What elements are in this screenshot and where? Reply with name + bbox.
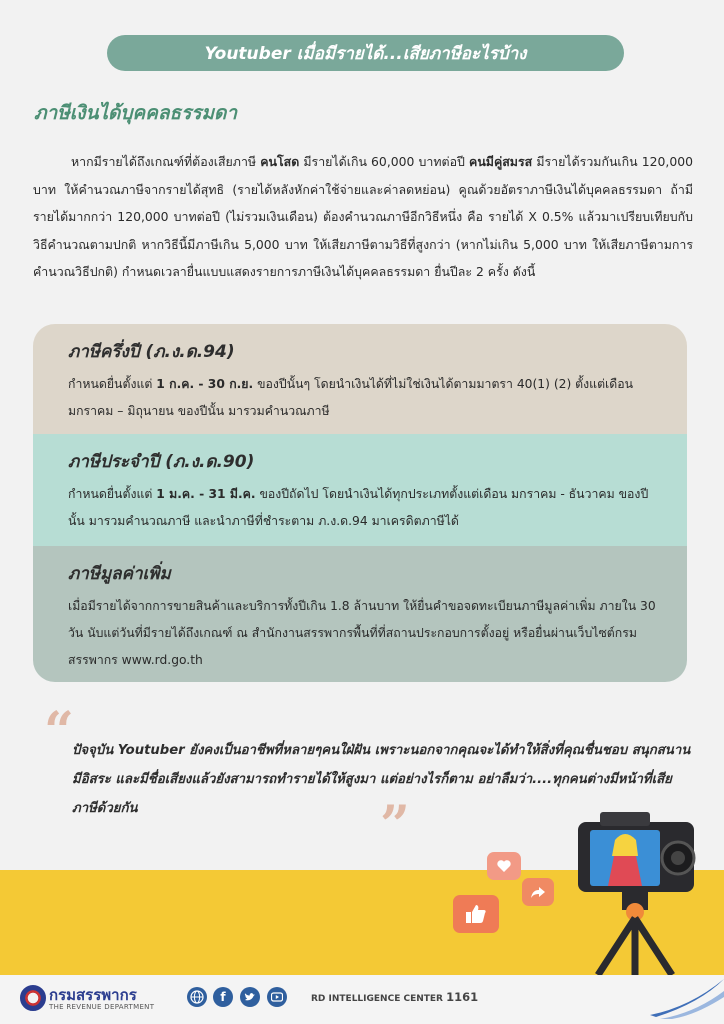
card-body: กำหนดยื่นตั้งแต่ 1 ม.ค. - 31 มี.ค. ของปีถัดไป โดยนำเงินได้ทุกประเภทตั้งแต่เดือน มกราคม - ธันวาคม ของปีนั้น มารวมคำนวณภาษี และนำภาษีที่ชำระตาม ภ.ง.ด.94 มาเครดิตภาษีได้ xyxy=(68,487,649,528)
youtube-icon[interactable] xyxy=(267,987,287,1007)
card-annual-tax xyxy=(33,434,687,546)
intro-text-1: หากมีรายได้ถึงเกณฑ์ที่ต้องเสียภาษี xyxy=(71,154,261,169)
tax-cards xyxy=(33,324,687,682)
swoosh-decoration-icon xyxy=(650,977,724,1019)
card-title: ภาษีมูลค่าเพิ่ม xyxy=(68,564,171,584)
page-title-banner xyxy=(107,35,624,71)
section-title: ภาษีเงินได้บุคคลธรรมดา xyxy=(34,102,238,124)
quote-open-icon: “ xyxy=(44,701,74,762)
globe-icon[interactable] xyxy=(187,987,207,1007)
card-title: ภาษีครึ่งปี (ภ.ง.ด.94) xyxy=(68,342,235,362)
revenue-department-seal-icon xyxy=(20,985,46,1011)
heart-reaction-icon xyxy=(487,852,521,880)
card-vat xyxy=(33,546,687,682)
quote-close-icon: ” xyxy=(380,795,410,856)
card-body: เมื่อมีรายได้จากการขายสินค้าและบริการทั้งปีเกิน 1.8 ล้านบาท ให้ยื่นคำขอจดทะเบียนภาษีมูลค่าเพิ่ม ภายใน 30 วัน นับแต่วันที่มีรายได้ถึงเกณฑ์ ณ สำนักงานสรรพากรพื้นที่ที่สถานประกอบการตั้งอยู่ หรือยื่นผ่านเว็บไซต์กรมสรรพากร www.rd.go.th xyxy=(68,599,656,667)
share-reaction-icon xyxy=(522,878,554,906)
footer-center-label: RD INTELLIGENCE CENTER 1161 xyxy=(311,990,479,1004)
intro-text-2: มีรายได้เกิน 60,000 บาทต่อปี xyxy=(299,154,470,169)
facebook-icon[interactable]: f xyxy=(213,987,233,1007)
quote-text: ปัจจุบัน Youtuber ยังคงเป็นอาชีพที่หลายๆคนใฝ่ฝัน เพราะนอกจากคุณจะได้ทำให้สิ่งที่คุณชื่นชอบ สนุกสนาน มีอิสระ และมีชื่อเสียงแล้วยังสามารถทำรายได้ให้สูงมา แต่อย่างไรก็ตาม อย่าลืมว่า....ทุกคนต่างมีหน้าที่เสียภาษีด้วยกัน xyxy=(72,743,691,816)
card-half-year-tax xyxy=(33,324,687,434)
intro-married: คนมีคู่สมรส xyxy=(469,154,533,169)
hotline-number: 1161 xyxy=(446,990,479,1004)
intro-single: คนโสด xyxy=(260,154,300,169)
twitter-icon[interactable] xyxy=(240,987,260,1007)
card-body: กำหนดยื่นตั้งแต่ 1 ก.ค. - 30 ก.ย. ของปีนั้นๆ โดยนำเงินได้ที่ไม่ใช่เงินได้ตามมาตรา 40(1) (2) ตั้งแต่เดือน มกราคม – มิถุนายน ของปีนั้น มารวมคำนวณภาษี xyxy=(68,377,634,418)
card-title: ภาษีประจำปี (ภ.ง.ด.90) xyxy=(68,452,255,472)
intro-paragraph xyxy=(33,148,693,286)
like-reaction-icon xyxy=(453,895,499,933)
page-title: Youtuber เมื่อมีรายได้...เสียภาษีอะไรบ้าง xyxy=(204,43,527,64)
intro-text-3: มีรายได้รวมกันเกิน 120,000 บาท ให้คำนวณภาษีจากรายได้สุทธิ (รายได้หลังหักค่าใช้จ่ายและค่าลดหย่อน) คูณด้วยอัตราภาษีเงินได้บุคคลธรรมดา ถ้ามีรายได้มากกว่า 120,000 บาทต่อปี (ไม่รวมเงินเดือน) ต้องคำนวณภาษีอีกวิธีหนึ่ง คือ รายได้ X 0.5% แล้วมาเปรียบเทียบกับวิธีคำนวณตามปกติ หากวิธีนี้มีภาษีเกิน 5,000 บาท ให้เสียภาษีตามวิธีที่สูงกว่า (หากไม่เกิน 5,000 บาท ให้เสียภาษีตามการคำนวณวิธีปกติ) กำหนดเวลายื่นแบบแสดงรายการภาษีเงินได้บุคคลธรรมดา ยื่นปีละ 2 ครั้ง ดังนี้ xyxy=(33,154,693,279)
logo-english: THE REVENUE DEPARTMENT xyxy=(49,1003,155,1011)
camera-illustration xyxy=(570,800,700,975)
logo-thai: กรมสรรพากร xyxy=(49,986,137,1004)
